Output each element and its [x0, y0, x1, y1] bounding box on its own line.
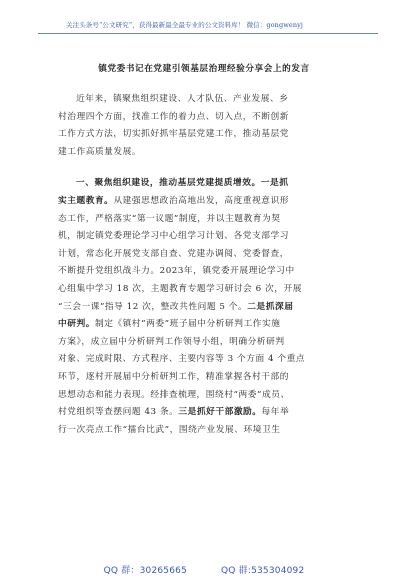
text-run: 每年举 — [261, 407, 290, 418]
paragraph-section-one — [58, 175, 350, 439]
text-line: 近年来，镇聚焦组织建设、人才队伍、产业发展、乡 — [76, 94, 289, 104]
footer — [0, 563, 408, 576]
header-notice: 关注头条号“公文研究”，获得最新最全最专业的公文资料库！ 微信：gongwenyj — [66, 21, 304, 29]
text-line: 不断提升党组织战斗力。2023年，镇党委开展理论学习中 — [58, 266, 295, 277]
text-line: 机，制定镇党委理论学习中心组学习计划、各党支部学习 — [58, 231, 289, 242]
section-heading: 一、聚焦组织建设，推动基层党建提质增效。一是抓 — [76, 178, 289, 189]
text-run: 村党组织等查摆问题 43 条。 — [58, 407, 179, 418]
text-line: 行一次亮点工作“擂台比武”，围绕产业发展、环境卫生 — [58, 424, 281, 435]
text-line: 对象、完成时限、方式程序、主要内容等 3 个方面 4 个重点 — [58, 354, 306, 365]
document-title: 镇党委书记在党建引领基层治理经验分享会上的发言 — [98, 64, 310, 74]
text-line — [58, 193, 350, 211]
text-line — [58, 316, 350, 334]
text-line: 环节，逐村开展届中分析研判工作，精准掌握各村干部的 — [58, 371, 289, 382]
text-run: “三会一课”指导 12 次，整改共性问题 5 个。 — [58, 301, 248, 312]
text-line: 心组集中学习 18 次，主题教育专题学习研讨会 6 次，开展 — [58, 283, 302, 294]
paragraph-intro — [58, 91, 350, 161]
footer-qq-group-1: QQ 群：30265665 — [103, 566, 188, 576]
text-line: 工作方式方法，切实抓好抓牢基层党建工作，推动基层党 — [58, 129, 289, 140]
text-line: 态工作，严格落实“第一议题”制度，并以主题教育为契 — [58, 213, 281, 224]
text-run: 制定《镇村“两委”班子届中分析研判工作实施 — [94, 319, 281, 330]
subheading-1: 实主题教育。 — [58, 195, 114, 206]
footer-qq-group-2: QQ 群:535304092 — [221, 566, 305, 576]
text-line — [58, 299, 350, 317]
subheading-2-cont: 中研判。 — [58, 319, 95, 330]
text-line: 思想动态和能力表现。经排查梳理，围绕村“两委”成员、 — [58, 389, 290, 400]
text-line: 建工作高质量发展。 — [58, 146, 142, 157]
text-line: 方案》，成立届中分析研判工作领导小组，明确分析研判 — [58, 336, 285, 347]
header-divider — [38, 33, 378, 34]
text-line: 村治理四个方面，找准工作的着力点、切入点，不断创新 — [58, 111, 289, 122]
subheading-3: 三是抓好干部激励。 — [178, 407, 262, 418]
text-run: 从建强思想政治高地出发，高度重视意识形 — [113, 195, 289, 206]
subheading-2: 二是抓深届 — [247, 301, 294, 312]
text-line — [58, 404, 350, 422]
text-line: 计划，常态化开展党支部自查、党建办调阅、党委督查， — [58, 248, 289, 259]
document-body — [58, 91, 350, 439]
